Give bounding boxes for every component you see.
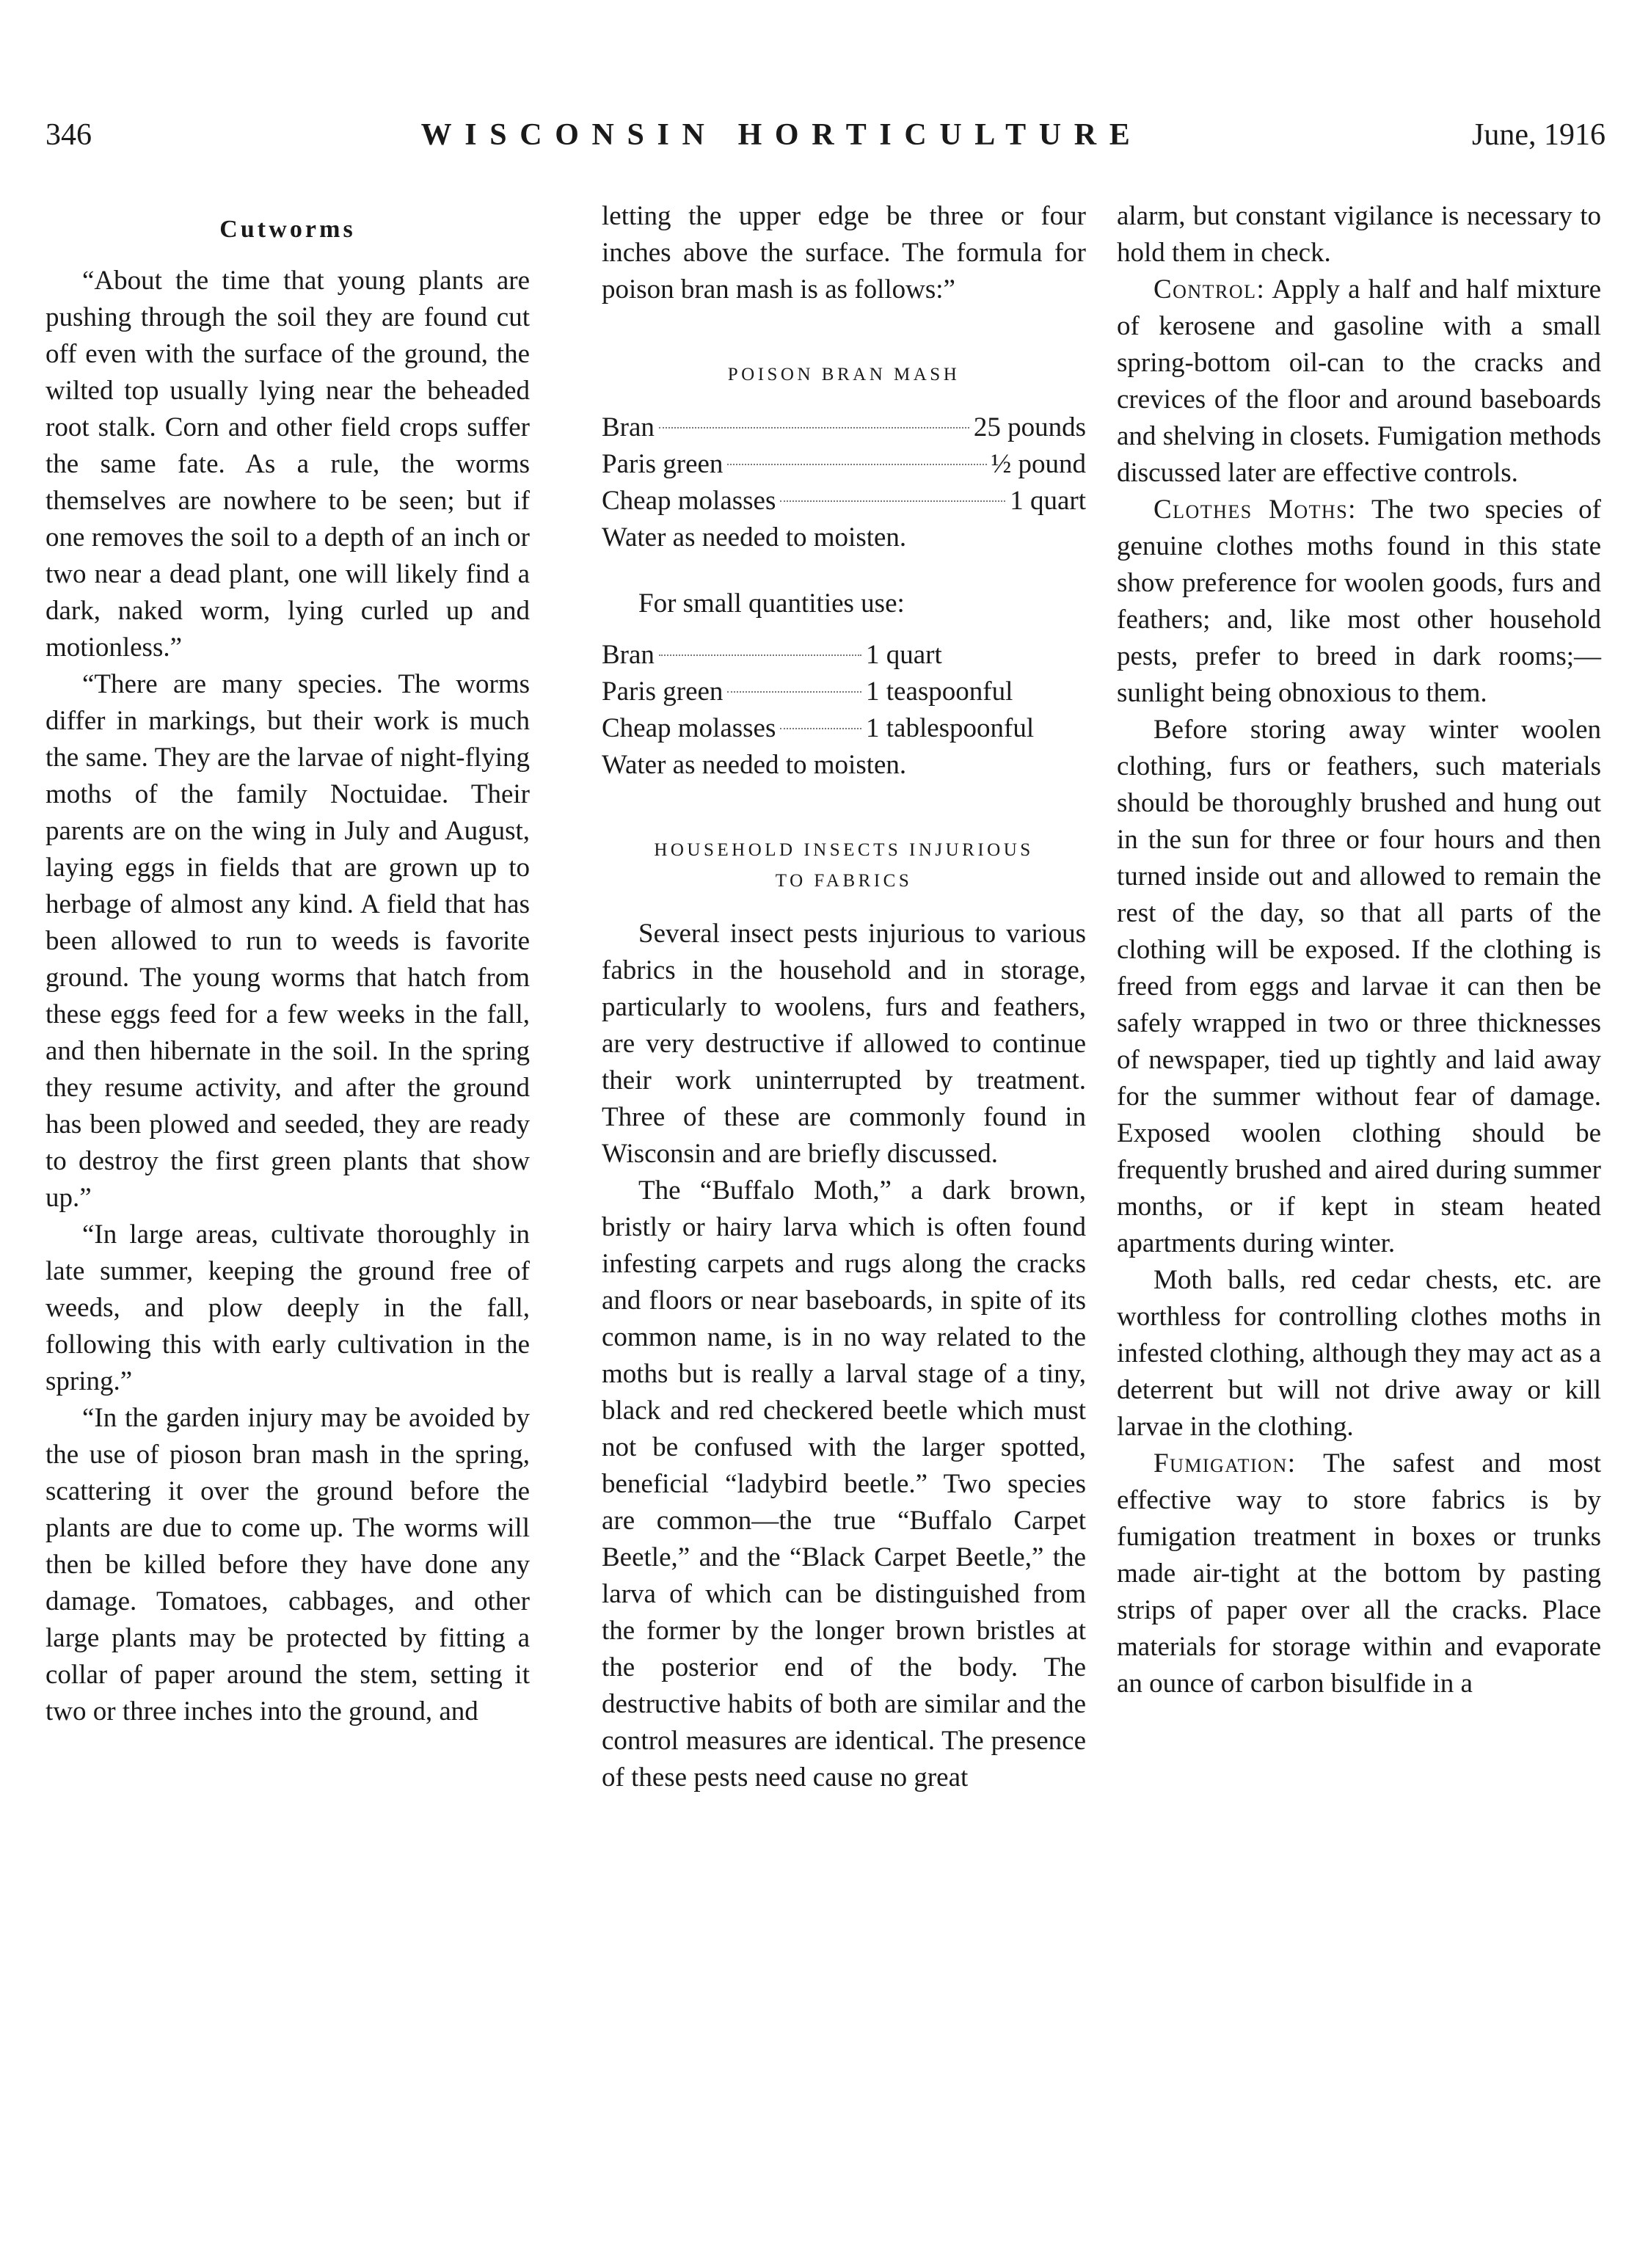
recipe-qty: ½ pound bbox=[991, 449, 1086, 479]
journal-title: WISCONSIN HORTICULTURE bbox=[420, 118, 1143, 152]
paragraph: “About the time that young plants are pushing through the soil they are found cut off even with the surface of the ground, the wilted top usually lying near the beheaded root stalk. Corn and other field crops suffer the same fate. As a rule, the worms themselves are nowhere to be seen; but if one removes the soil to a depth of an inch or two near a dead plant, one will likely find a dark, naked worm, lying curled up and motionless.” bbox=[45, 266, 530, 663]
recipe-item: Paris green bbox=[602, 677, 724, 707]
column-3 bbox=[1117, 198, 1601, 1702]
paragraph: “There are many species. The worms differ in markings, but their work is much the same. They are the larvae of night-flying moths of the family Noctuidae. Their parents are on the wing in July and August, laying eggs in fields that are grown up to herbage of almost any kind. A field that has been allowed to run to weeds is favorite ground. The young worms that hatch from these eggs feed for a few weeks in the fall, and then hibernate in the soil. In the spring they resume activity, and after the ground has been plowed and seeded, they are ready to destroy the first green plants that show up.” bbox=[45, 669, 530, 1213]
recipe-row bbox=[602, 747, 1086, 784]
recipe-qty: 1 tablespoonful bbox=[866, 713, 1035, 743]
recipe-row bbox=[602, 446, 1086, 483]
paragraph-text: The two species of genuine clothes moths found in this state show preference for woolen goods, furs and feathers; and, like most other household pests, prefer to breed in dark rooms;—sunlight being obnoxious to them. bbox=[1117, 495, 1601, 708]
recipe-row bbox=[602, 483, 1086, 519]
paragraph: The “Buffalo Moth,” a dark brown, bristly or hairy larva which is often found infesting carpets and rugs along the cracks and floors or near baseboards, in spite of its common name, is in no way related to the moths but is really a larval stage of a tiny, black and red checkered beetle which must not be confused with the larger spotted, beneficial “ladybird beetle.” Two species are common—the true “Buffalo Carpet Beetle,” and the “Black Carpet Beetle,” the larva of which can be distinguished from the former by the longer brown bristles at the posterior end of the body. The destructive habits of both are similar and the control measures are identical. The presence of these pests need cause no great bbox=[602, 1175, 1086, 1793]
run-in-heading: Fumigation: bbox=[1153, 1448, 1297, 1478]
recipe-item: Bran bbox=[602, 412, 655, 442]
recipe-row bbox=[602, 409, 1086, 446]
recipe-water: Water as needed to moisten. bbox=[602, 750, 907, 780]
page-number: 346 bbox=[45, 118, 92, 152]
leader-dots bbox=[727, 691, 861, 693]
run-in-heading: Control: bbox=[1153, 274, 1266, 305]
paragraph-fumigation bbox=[1117, 1445, 1601, 1702]
paragraph-control bbox=[1117, 271, 1601, 492]
recipe-item: Bran bbox=[602, 640, 655, 670]
column-1 bbox=[45, 198, 530, 1730]
paragraph-clothes-moths bbox=[1117, 492, 1601, 712]
leader-dots bbox=[780, 500, 1005, 502]
paragraph-continuation: alarm, but constant vigilance is necessary to hold them in check. bbox=[1117, 201, 1601, 268]
recipe-qty: 1 quart bbox=[866, 640, 942, 670]
run-in-heading: Clothes Moths: bbox=[1153, 495, 1357, 525]
paragraph-text: The safest and most effective way to store fabrics is by fumigation treatment in boxes or trunks made air-tight at the bottom by pasting strips of paper over all the cracks. Place materials for storage within and evaporate an ounce of carbon bisulfide in a bbox=[1117, 1448, 1601, 1699]
section-heading-household bbox=[602, 835, 1086, 897]
paragraph: “In large areas, cultivate thoroughly in late summer, keeping the ground free of weeds, and plow deeply in the fall, following this with early cultivation in the spring.” bbox=[45, 1219, 530, 1396]
small-quantities-label: For small quantities use: bbox=[638, 588, 905, 619]
paragraph-continuation: letting the upper edge be three or four inches above the surface. The formula for poison bran mash is as follows:” bbox=[602, 201, 1086, 305]
paragraph-text: Apply a half and half mixture of kerosene and gasoline with a small spring-bottom oil-can to the cracks and crevices of the floor and around baseboards and shelving in closets. Fumigation methods discussed later are effective controls. bbox=[1117, 274, 1601, 488]
recipe-item: Cheap molasses bbox=[602, 713, 776, 743]
page-header bbox=[45, 117, 1606, 161]
recipe-water: Water as needed to moisten. bbox=[602, 522, 907, 553]
recipe-row bbox=[602, 710, 1086, 747]
recipe-row bbox=[602, 637, 1086, 674]
recipe-item: Cheap molasses bbox=[602, 486, 776, 516]
recipe-qty: 1 teaspoonful bbox=[866, 677, 1013, 707]
paragraph: Several insect pests injurious to various fabrics in the household and in storage, particularly to woolens, furs and feathers, are very destructive if allowed to continue their work uninterrupted by treatment. Three of these are commonly found in Wisconsin and are briefly discussed. bbox=[602, 919, 1086, 1169]
recipe-list bbox=[602, 409, 1086, 556]
recipe-list-small bbox=[602, 637, 1086, 784]
leader-dots bbox=[780, 728, 861, 729]
leader-dots bbox=[659, 427, 969, 429]
paragraph: Before storing away winter woolen clothing, furs or feathers, such materials should be thoroughly brushed and hung out in the sun for three or four hours and then turned inside out and allowed to remain the rest of the day, so that all parts of the clothing will be exposed. If the clothing is freed from eggs and larvae it can then be safely wrapped in two or three thicknesses of newspaper, tied up tightly and laid away for the summer without fear of damage. Exposed woolen clothing should be frequently brushed and aired during summer months, or if kept in steam heated apartments during winter. bbox=[1117, 715, 1601, 1258]
paragraph: Moth balls, red cedar chests, etc. are worthless for controlling clothes moths in infested clothing, although they may act as a deterrent but will not drive away or kill larvae in the clothing. bbox=[1117, 1265, 1601, 1442]
recipe-row bbox=[602, 674, 1086, 710]
issue-date: June, 1916 bbox=[1472, 118, 1606, 152]
recipe-qty: 1 quart bbox=[1010, 486, 1086, 516]
heading-line: HOUSEHOLD INSECTS INJURIOUS bbox=[654, 840, 1034, 860]
leader-dots bbox=[659, 654, 861, 656]
leader-dots bbox=[727, 464, 986, 465]
heading-line: TO FABRICS bbox=[775, 871, 913, 891]
recipe-qty: 25 pounds bbox=[973, 412, 1086, 442]
section-heading-cutworms: Cutworms bbox=[219, 216, 356, 243]
column-2 bbox=[602, 198, 1086, 1796]
paragraph: “In the garden injury may be avoided by the use of pioson bran mash in the spring, scattering it over the ground before the plants are due to come up. The worms will then be killed before they have done any damage. Tomatoes, cabbages, and other large plants may be protected by fitting a collar of paper around the stem, setting it two or three inches into the ground, and bbox=[45, 1403, 530, 1726]
recipe-item: Paris green bbox=[602, 449, 724, 479]
recipe-heading: POISON BRAN MASH bbox=[727, 365, 961, 384]
recipe-row bbox=[602, 519, 1086, 556]
